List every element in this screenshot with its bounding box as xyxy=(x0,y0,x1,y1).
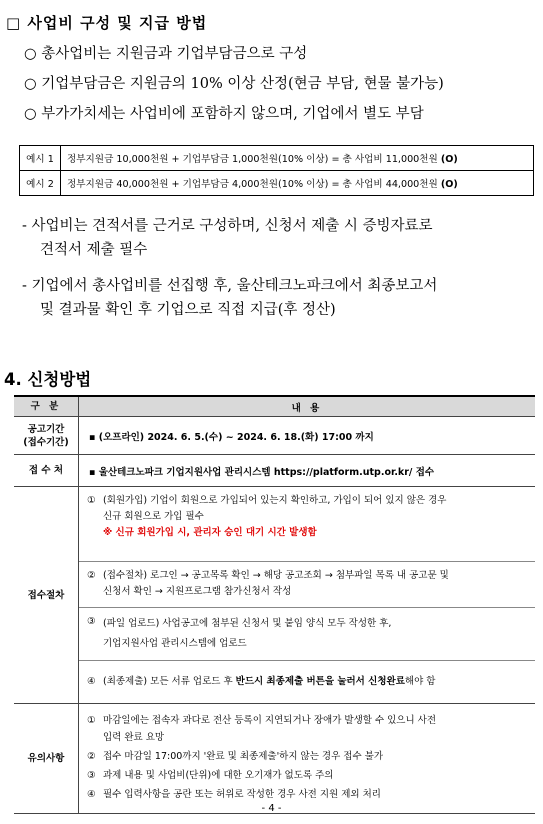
example-text: 정부지원금 40,000천원 + 기업부담금 4,000천원(10% 이상) = 총 사업비 44,000천원 (O) xyxy=(61,171,534,196)
dash-note-estimate: - 사업비는 견적서를 근거로 구성하며, 신청서 제출 시 증빙자료로 견적서 제출 필수 xyxy=(22,218,433,258)
example-row-1 xyxy=(20,146,534,171)
procedure-steps xyxy=(79,487,536,704)
bullet-company-share: ○ 기업부담금은 지원금의 10% 이상 산정(현금 부담, 현물 불가능) xyxy=(24,76,444,92)
bullet-vat: ○ 부가가치세는 사업비에 포함하지 않으며, 기업에서 별도 부담 xyxy=(24,106,424,122)
row-notes xyxy=(14,704,535,814)
row-procedure xyxy=(14,487,535,704)
procedure-step-1: ① (회원가입) 기업이 회원으로 가입되어 있는지 확인하고, 가입이 되어 있지 않은 경우 신규 회원으로 가입 필수 ※ 신규 회원가입 시, 관리자 승인 대기 시간 발생함 xyxy=(79,487,535,562)
header-category: 구 분 xyxy=(14,396,79,417)
page-number: - 4 - xyxy=(261,803,282,814)
section-title-application: 4. 신청방법 xyxy=(4,370,92,389)
dash-note-payment: - 기업에서 총사업비를 선집행 후, 울산테크노파크에서 최종보고서 및 결과물 확인 후 기업으로 직접 지급(후 정산) xyxy=(22,278,438,318)
bullet-total-budget: ○ 총사업비는 지원금과 기업부담금으로 구성 xyxy=(24,46,308,62)
period-label: 공고기간 (접수기간) xyxy=(14,417,79,455)
header-content: 내 용 xyxy=(79,396,536,417)
period-value: ▪ (오프라인) 2024. 6. 5.(수) ~ 2024. 6. 18.(화) 17:00 까지 xyxy=(79,417,536,455)
procedure-label: 접수절차 xyxy=(14,487,79,704)
procedure-step-3: ③ (파일 업로드) 사업공고에 첨부된 신청서 및 붙임 양식 모두 작성한 후, 기업지원사업 관리시스템에 업로드 xyxy=(79,608,535,661)
note-item: ④ 필수 입력사항을 공란 또는 허위로 작성한 경우 사전 지원 제외 처리 xyxy=(87,789,381,800)
notes-label: 유의사항 xyxy=(14,704,79,814)
office-label: 접 수 처 xyxy=(14,455,79,487)
signup-warning: ※ 신규 회원가입 시, 관리자 승인 대기 시간 발생함 xyxy=(103,527,317,538)
example-mark: (O) xyxy=(440,154,458,165)
row-office xyxy=(14,455,535,487)
example-label: 예시 1 xyxy=(20,146,61,171)
table-header-row xyxy=(14,396,535,417)
example-row-2 xyxy=(20,171,534,196)
example-mark: (O) xyxy=(440,179,458,190)
notes-list xyxy=(79,704,536,814)
note-item: ② 접수 마감일 17:00까지 '완료 및 최종제출'하지 않는 경우 접수 불가 xyxy=(87,751,384,762)
application-table xyxy=(14,395,535,814)
note-item: ① 마감일에는 접속자 과다로 전산 등록이 지연되거나 장애가 발생할 수 있으니 사전 입력 완료 요망 xyxy=(87,715,437,743)
note-item: ③ 과제 내용 및 사업비(단위)에 대한 오기재가 없도록 주의 xyxy=(87,770,334,781)
example-table xyxy=(19,145,534,196)
example-label: 예시 2 xyxy=(20,171,61,196)
row-period xyxy=(14,417,535,455)
section-title-budget: □ 사업비 구성 및 지급 방법 xyxy=(6,14,208,32)
final-submit-emphasis: 반드시 최종제출 버튼을 눌러서 신청완료 xyxy=(235,676,405,687)
procedure-step-4: ④ (최종제출) 모든 서류 업로드 후 반드시 최종제출 버튼을 눌러서 신청완료해야 함 xyxy=(87,676,436,687)
procedure-step-2: ② (접수절차) 로그인 → 공고목록 확인 → 해당 공고조회 → 첨부파일 목록 내 공고문 및 신청서 확인 → 지원프로그램 참가신청서 작성 xyxy=(79,562,535,608)
example-text: 정부지원금 10,000천원 + 기업부담금 1,000천원(10% 이상) = 총 사업비 11,000천원 (O) xyxy=(61,146,534,171)
office-value[interactable]: ▪ 울산테크노파크 기업지원사업 관리시스템 https://platform.utp.or.kr/ 접수 xyxy=(79,455,536,487)
